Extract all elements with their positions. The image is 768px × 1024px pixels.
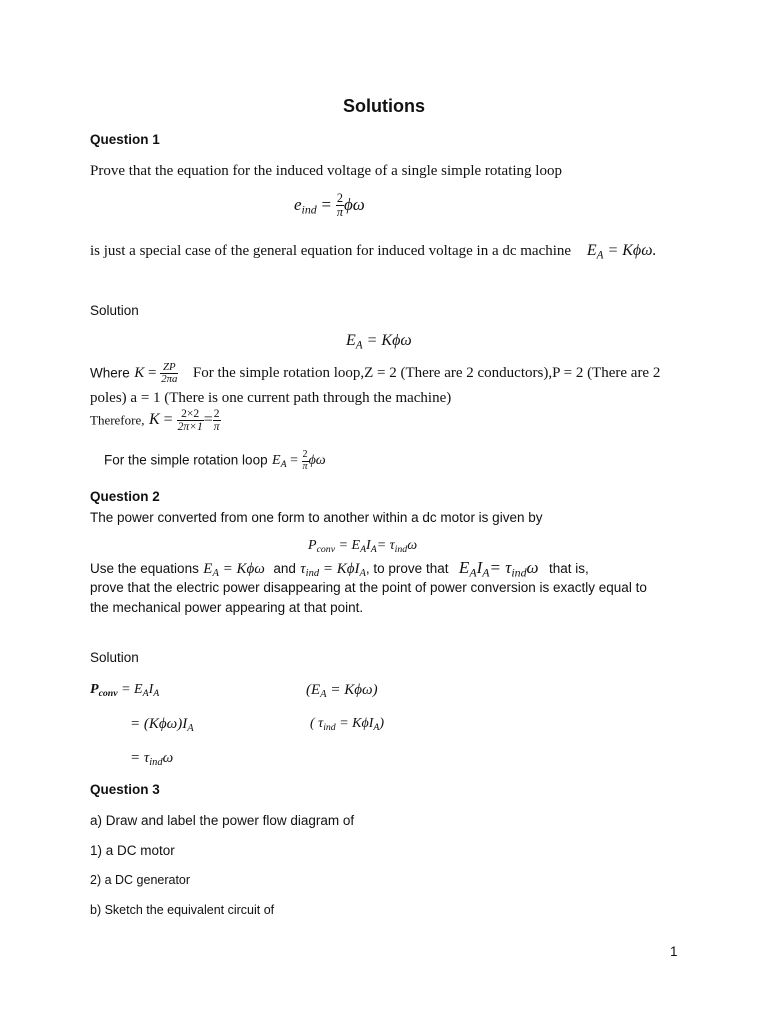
- eq-fraction: [336, 192, 344, 219]
- solution-2-label: Solution: [90, 650, 139, 665]
- solution-2-step-1: $P_{conv} = E_AI_A$: [90, 682, 160, 699]
- solution-2-note-2: ( $\tau_{ind} = K\phi I_A$): [310, 716, 385, 733]
- therefore-label: Therefore,: [90, 412, 145, 428]
- therefore-equation: K = $\frac{2\times 2}{2\pi\times 1}$ = $\frac{2}{\pi}$: [148, 408, 220, 434]
- where-label: Where: [90, 365, 130, 381]
- eq-frac-num: 2: [336, 191, 343, 205]
- eq-equals: =: [321, 194, 332, 214]
- eq-rhs: ϕω: [343, 194, 365, 214]
- therefore-line: [90, 408, 221, 433]
- page-title: Solutions: [343, 96, 425, 116]
- use-equations-line: [90, 558, 589, 578]
- eq-frac-den: π: [336, 204, 343, 219]
- question-3-part-a: a) Draw and label the power flow diagram of: [90, 813, 355, 828]
- general-eq: $E_A = K\phi\omega$.: [586, 242, 657, 262]
- induced-voltage-equation: [294, 192, 365, 219]
- solution-1-label: Solution: [90, 303, 139, 318]
- simple-loop-equation: $E_A$ = $\frac{2}{\pi}$ ϕω: [272, 449, 326, 472]
- solution-2-note-1: $(E_A = K\phi\omega)$: [306, 682, 378, 701]
- question-2-heading: Question 2: [90, 489, 160, 504]
- use-text: Use the equations: [90, 561, 199, 576]
- simple-loop-line: [104, 450, 326, 472]
- page-number: 1: [670, 944, 678, 959]
- use-eq-1: $E_A = K\phi\omega$: [203, 561, 265, 580]
- question-2-prompt: The power converted from one form to another within a dc motor is given by: [90, 510, 543, 525]
- where-text-line-2: poles) a = 1 (There is one current path through the machine): [90, 390, 452, 406]
- k-definition: K = $\frac{ZP}{2\pi a}$: [134, 361, 178, 386]
- question-2-prompt-line-3: the mechanical power appearing at that point.: [90, 600, 364, 615]
- use-eq-2: $\tau_{ind} = K\phi I_A$: [300, 561, 366, 580]
- pconv-equation: $P_{conv} = E_AI_A= \tau_{ind}\omega$: [308, 538, 418, 555]
- continuation-text: is just a special case of the general equation for induced voltage in a dc machine: [90, 243, 572, 259]
- solution-2-step-3: = $\tau_{ind}\omega$: [130, 750, 174, 769]
- simple-loop-text: For the simple rotation loop: [104, 452, 268, 468]
- eq-lhs-sub: ind: [301, 202, 317, 217]
- prove-equation: $E_AI_A= \tau_{ind}\omega$: [458, 558, 539, 580]
- eq-lhs: e: [294, 194, 302, 214]
- question-2-prompt-line-2: prove that the electric power disappearing at the point of power conversion is exactly equal to: [90, 580, 647, 595]
- where-text: For the simple rotation loop,Z = 2 (There are 2 conductors),P = 2 (There are 2: [192, 365, 661, 382]
- that-is-text: that is,: [549, 561, 589, 576]
- question-3-item-1: 1) a DC motor: [90, 843, 175, 858]
- solution-2-step-2: = $(K\phi\omega)I_A$: [130, 716, 194, 735]
- question-1-heading: Question 1: [90, 132, 160, 147]
- question-1-prompt: Prove that the equation for the induced voltage of a single simple rotating loop: [90, 163, 562, 179]
- question-3-item-2: 2) a DC generator: [90, 873, 191, 887]
- question-3-part-b: b) Sketch the equivalent circuit of: [90, 903, 275, 917]
- where-line: [90, 362, 660, 386]
- and-text: and: [273, 561, 296, 576]
- question-1-continuation: [90, 242, 656, 260]
- question-3-heading: Question 3: [90, 782, 160, 797]
- solution-1-equation: $E_A = K\phi\omega$: [346, 332, 412, 352]
- to-prove-text: , to prove that: [365, 561, 449, 576]
